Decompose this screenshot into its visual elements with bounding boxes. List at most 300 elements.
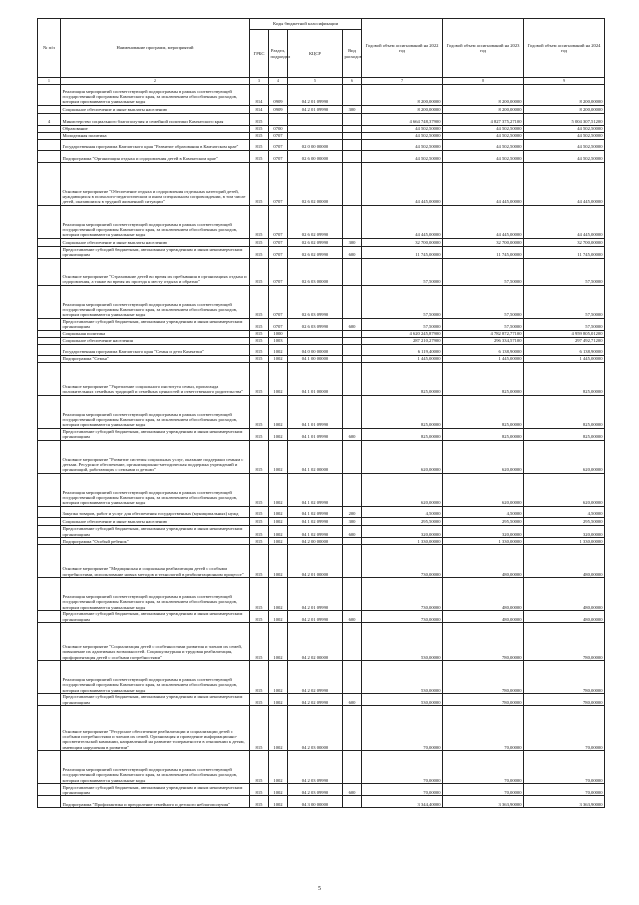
row-number: [38, 362, 61, 395]
row-grbs: 815: [250, 578, 269, 611]
row-grbs: 815: [250, 285, 269, 318]
row-amount-2024: 825,00000: [524, 428, 605, 440]
row-grbs: 815: [250, 517, 269, 525]
row-section: 1002: [269, 473, 288, 506]
row-name: Реализация мероприятий соответствующей подпрограммы в рамках соответствующей государственной программы Камчатского края, за исключением обособленных расходов, которым присваиваются уникальные коды: [61, 661, 250, 694]
row-amount-2022: 1 330,00000: [362, 538, 443, 545]
row-amount-2024: 1 445,00000: [524, 355, 605, 362]
row-amount-2024: 44 445,00000: [524, 205, 605, 238]
row-grbs: 815: [250, 545, 269, 578]
row-grbs: 815: [250, 473, 269, 506]
row-csr: 02 6 00 00000: [288, 150, 343, 162]
row-name: Предоставление субсидий бюджетным, автономным учреждениям и иным некоммерческим организациям: [61, 784, 250, 796]
table-row: [38, 473, 605, 506]
row-name: Предоставление субсидий бюджетным, автономным учреждениям и иным некоммерческим организациям: [61, 428, 250, 440]
row-grbs: 815: [250, 355, 269, 362]
row-amount-2023: 480,00000: [443, 611, 524, 623]
row-section: 1002: [269, 517, 288, 525]
row-expense-type: 600: [343, 784, 362, 796]
column-index: 7: [362, 78, 443, 85]
row-amount-2023: 320,00000: [443, 525, 524, 537]
row-expense-type: [343, 796, 362, 808]
row-amount-2024: 780,00000: [524, 661, 605, 694]
row-section: 0707: [269, 139, 288, 150]
row-amount-2023: 70,00000: [443, 706, 524, 751]
row-amount-2022: 4 620 245,87900: [362, 330, 443, 337]
row-name: Основное мероприятие "Социализация детей с особенностями развития и членов их семей, повышение их адаптивных возможностей. Социокультурная и трудовая реабилитация, профориентация детей с особыми потребностями": [61, 623, 250, 661]
row-name: Закупка товаров, работ и услуг для обеспечения государственных (муниципальных) нужд: [61, 506, 250, 517]
row-number: [38, 105, 61, 113]
row-amount-2024: 5 004 307,51200: [524, 113, 605, 125]
row-amount-2022: 530,00000: [362, 694, 443, 706]
column-index: 6: [343, 78, 362, 85]
row-amount-2023: 57,50000: [443, 285, 524, 318]
table-row: [38, 246, 605, 258]
row-amount-2024: 57,50000: [524, 285, 605, 318]
row-section: 1002: [269, 784, 288, 796]
row-csr: 04 1 02 00000: [288, 440, 343, 473]
row-section: 0707: [269, 238, 288, 246]
row-amount-2024: 44 502,50000: [524, 125, 605, 132]
row-csr: 04 2 02 09990: [288, 694, 343, 706]
row-section: 1002: [269, 796, 288, 808]
row-expense-type: [343, 578, 362, 611]
row-name: Реализация мероприятий соответствующей подпрограммы в рамках соответствующей государственной программы Камчатского края, за исключением обособленных расходов, которым присваиваются уникальные коды: [61, 578, 250, 611]
row-amount-2023: 825,00000: [443, 395, 524, 428]
row-grbs: 815: [250, 428, 269, 440]
row-name: Реализация мероприятий соответствующей подпрограммы в рамках соответствующей государственной программы Камчатского края, за исключением обособленных расходов, которым присваиваются уникальные коды: [61, 473, 250, 506]
row-amount-2023: 44 502,50000: [443, 139, 524, 150]
row-section: 1003: [269, 337, 288, 344]
table-row: [38, 238, 605, 246]
row-expense-type: [343, 362, 362, 395]
row-amount-2022: 6 119,40000: [362, 344, 443, 355]
row-amount-2024: 44 445,00000: [524, 162, 605, 205]
table-row: [38, 517, 605, 525]
row-amount-2022: 825,00000: [362, 395, 443, 428]
row-amount-2023: 6 138,90000: [443, 344, 524, 355]
table-row: [38, 318, 605, 330]
row-amount-2024: 11 745,00000: [524, 246, 605, 258]
row-expense-type: 600: [343, 428, 362, 440]
row-expense-type: [343, 751, 362, 784]
row-section: 0707: [269, 258, 288, 285]
row-amount-2023: 780,00000: [443, 661, 524, 694]
row-amount-2022: 44 502,50000: [362, 139, 443, 150]
row-number: [38, 139, 61, 150]
row-number: [38, 428, 61, 440]
row-amount-2022: 530,00000: [362, 661, 443, 694]
row-number: [38, 337, 61, 344]
row-amount-2022: 287 210,27900: [362, 337, 443, 344]
row-number: [38, 285, 61, 318]
row-section: 1002: [269, 395, 288, 428]
row-amount-2022: 11 745,00000: [362, 246, 443, 258]
row-amount-2023: 295,50000: [443, 517, 524, 525]
row-grbs: 815: [250, 751, 269, 784]
row-section: 1002: [269, 440, 288, 473]
row-number: [38, 132, 61, 139]
row-number: [38, 395, 61, 428]
row-amount-2023: 825,00000: [443, 428, 524, 440]
row-name: Основное мероприятие "Укрепление социального института семьи, пропаганда положительных семейных традиций и семейных ценностей и ответственного родительства": [61, 362, 250, 395]
table-row: [38, 113, 605, 125]
budget-document: [37, 18, 604, 808]
row-amount-2024: 297 492,71200: [524, 337, 605, 344]
table-row: [38, 506, 605, 517]
row-grbs: 815: [250, 395, 269, 428]
row-amount-2022: 44 502,50000: [362, 132, 443, 139]
row-expense-type: [343, 258, 362, 285]
row-amount-2024: 480,00000: [524, 611, 605, 623]
table-row: [38, 751, 605, 784]
row-expense-type: [343, 355, 362, 362]
table-row: [38, 84, 605, 105]
row-amount-2023: 1 330,00000: [443, 538, 524, 545]
header-name: Наименование программ, мероприятий: [61, 19, 250, 78]
row-amount-2024: 3 363,90000: [524, 796, 605, 808]
row-name: Предоставление субсидий бюджетным, автономным учреждениям и иным некоммерческим организациям: [61, 611, 250, 623]
row-grbs: 815: [250, 113, 269, 125]
row-number: [38, 751, 61, 784]
row-number: 4: [38, 113, 61, 125]
row-amount-2023: 57,50000: [443, 258, 524, 285]
row-amount-2022: 57,50000: [362, 318, 443, 330]
row-grbs: 815: [250, 330, 269, 337]
row-amount-2022: 4 664 748,37900: [362, 113, 443, 125]
row-name: Реализация мероприятий соответствующей подпрограммы в рамках соответствующей государственной программы Камчатского края, за исключением обособленных расходов, которым присваиваются уникальные коды: [61, 285, 250, 318]
row-number: [38, 517, 61, 525]
row-csr: 04 2 00 00000: [288, 538, 343, 545]
column-index: 8: [443, 78, 524, 85]
row-expense-type: [343, 661, 362, 694]
row-name: Основное мероприятие "Медицинская и социальная реабилитация детей с особыми потребностями, использование новых методов и технологий в реабилитационном процессе": [61, 545, 250, 578]
row-csr: 04 1 02 09990: [288, 517, 343, 525]
row-number: [38, 661, 61, 694]
row-number: [38, 545, 61, 578]
row-number: [38, 318, 61, 330]
row-grbs: 815: [250, 258, 269, 285]
row-grbs: 815: [250, 318, 269, 330]
table-row: [38, 285, 605, 318]
row-name: Основное мероприятие "Развитие системы социальных услуг, оказание поддержки семьям с детьми. Ресурсное обеспечение, организационно-методическая поддержка учреждений и организаций, работающих с семьями и детьми": [61, 440, 250, 473]
row-amount-2024: 4 959 805,01200: [524, 330, 605, 337]
row-name: Государственная программа Камчатского края "Развитие образования в Камчатском крае": [61, 139, 250, 150]
row-csr: 04 1 00 00000: [288, 355, 343, 362]
row-amount-2024: 480,00000: [524, 578, 605, 611]
row-amount-2024: 780,00000: [524, 623, 605, 661]
table-row: [38, 105, 605, 113]
row-amount-2024: 620,00000: [524, 440, 605, 473]
row-section: 1000: [269, 330, 288, 337]
row-number: [38, 623, 61, 661]
row-name: Социальное обеспечение и иные выплаты населению: [61, 238, 250, 246]
row-amount-2024: 620,00000: [524, 473, 605, 506]
row-grbs: 815: [250, 132, 269, 139]
table-row: [38, 525, 605, 537]
row-csr: [288, 132, 343, 139]
row-csr: 04 2 01 09990: [288, 105, 343, 113]
table-body: [38, 84, 605, 807]
row-expense-type: [343, 623, 362, 661]
row-number: [38, 205, 61, 238]
row-section: 0707: [269, 205, 288, 238]
row-grbs: 815: [250, 784, 269, 796]
row-amount-2024: 825,00000: [524, 362, 605, 395]
row-amount-2024: 32 700,00000: [524, 238, 605, 246]
row-name: Молодежная политика: [61, 132, 250, 139]
row-name: Подпрограмма "Организация отдыха и оздоровления детей в Камчатском крае": [61, 150, 250, 162]
row-amount-2023: 57,50000: [443, 318, 524, 330]
row-grbs: 815: [250, 238, 269, 246]
row-expense-type: [343, 84, 362, 105]
table-row: [38, 784, 605, 796]
row-section: 0700: [269, 125, 288, 132]
row-section: 1002: [269, 538, 288, 545]
table-row: [38, 132, 605, 139]
row-grbs: 814: [250, 105, 269, 113]
row-amount-2023: 4,50000: [443, 506, 524, 517]
row-section: 1002: [269, 578, 288, 611]
row-name: Реализация мероприятий соответствующей подпрограммы в рамках соответствующей государственной программы Камчатского края, за исключением обособленных расходов, которым присваиваются уникальные коды: [61, 751, 250, 784]
row-grbs: 815: [250, 150, 269, 162]
table-row: [38, 150, 605, 162]
row-amount-2024: 780,00000: [524, 694, 605, 706]
row-expense-type: [343, 473, 362, 506]
row-expense-type: [343, 395, 362, 428]
row-grbs: 815: [250, 337, 269, 344]
row-name: Основное мероприятие "Обеспечение отдыха и оздоровления отдельных категорий детей, нуждающихся в психолого-педагогическом и ином специальном сопровождении, в том числе детей, оказавшихся в трудной жизненной ситуации": [61, 162, 250, 205]
row-expense-type: 600: [343, 318, 362, 330]
row-csr: 02 0 00 00000: [288, 139, 343, 150]
row-amount-2023: 4 782 872,77100: [443, 330, 524, 337]
row-amount-2023: 8 200,00000: [443, 84, 524, 105]
row-csr: 04 3 00 00000: [288, 796, 343, 808]
row-amount-2023: 44 502,50000: [443, 150, 524, 162]
row-number: [38, 578, 61, 611]
row-amount-2022: 730,00000: [362, 611, 443, 623]
row-name: Предоставление субсидий бюджетным, автономным учреждениям и иным некоммерческим организациям: [61, 246, 250, 258]
row-amount-2024: 57,50000: [524, 258, 605, 285]
row-amount-2022: 8 200,00000: [362, 84, 443, 105]
row-expense-type: 600: [343, 525, 362, 537]
row-section: 0707: [269, 246, 288, 258]
row-section: 1002: [269, 611, 288, 623]
row-amount-2024: 480,00000: [524, 545, 605, 578]
row-csr: 04 1 01 09990: [288, 395, 343, 428]
row-csr: 02 6 03 09990: [288, 318, 343, 330]
row-number: [38, 150, 61, 162]
table-row: [38, 623, 605, 661]
header-num: № п/п: [38, 19, 61, 78]
row-grbs: 815: [250, 796, 269, 808]
row-grbs: 815: [250, 538, 269, 545]
table-row: [38, 706, 605, 751]
row-csr: [288, 330, 343, 337]
row-number: [38, 355, 61, 362]
row-csr: 04 2 03 09990: [288, 751, 343, 784]
table-row: [38, 395, 605, 428]
row-name: Предоставление субсидий бюджетным, автономным учреждениям и иным некоммерческим организациям: [61, 525, 250, 537]
row-amount-2022: 57,50000: [362, 285, 443, 318]
row-name: Реализация мероприятий соответствующей подпрограммы в рамках соответствующей государственной программы Камчатского края, за исключением обособленных расходов, которым присваиваются уникальные коды: [61, 84, 250, 105]
row-amount-2022: 620,00000: [362, 440, 443, 473]
row-amount-2022: 57,50000: [362, 258, 443, 285]
row-name: Образование: [61, 125, 250, 132]
row-number: [38, 784, 61, 796]
row-amount-2022: 70,00000: [362, 706, 443, 751]
row-amount-2022: 825,00000: [362, 362, 443, 395]
row-amount-2023: 44 445,00000: [443, 205, 524, 238]
row-amount-2023: 11 745,00000: [443, 246, 524, 258]
column-index: 9: [524, 78, 605, 85]
row-section: 1002: [269, 623, 288, 661]
table-row: [38, 258, 605, 285]
row-amount-2022: 620,00000: [362, 473, 443, 506]
row-expense-type: 300: [343, 105, 362, 113]
row-section: 0707: [269, 132, 288, 139]
row-amount-2023: 44 502,50000: [443, 125, 524, 132]
table-row: [38, 355, 605, 362]
row-number: [38, 796, 61, 808]
row-csr: [288, 337, 343, 344]
row-amount-2024: 6 138,90000: [524, 344, 605, 355]
row-name: Предоставление субсидий бюджетным, автономным учреждениям и иным некоммерческим организациям: [61, 318, 250, 330]
row-amount-2023: 620,00000: [443, 440, 524, 473]
row-section: 1002: [269, 344, 288, 355]
row-number: [38, 440, 61, 473]
row-grbs: 815: [250, 706, 269, 751]
row-amount-2023: 3 363,90000: [443, 796, 524, 808]
row-csr: 04 2 01 09990: [288, 84, 343, 105]
row-number: [38, 84, 61, 105]
row-csr: [288, 113, 343, 125]
column-index: 2: [61, 78, 250, 85]
row-name: Государственная программа Камчатского края "Семья и дети Камчатки": [61, 344, 250, 355]
row-expense-type: 300: [343, 517, 362, 525]
row-section: 0707: [269, 285, 288, 318]
row-amount-2022: 1 445,00000: [362, 355, 443, 362]
row-amount-2024: 320,00000: [524, 525, 605, 537]
table-row: [38, 362, 605, 395]
row-amount-2024: 4,50000: [524, 506, 605, 517]
row-csr: 02 6 02 09990: [288, 246, 343, 258]
row-name: Основное мероприятие "Ресурсное обеспечение реабилитации и социализации детей с особыми потребностями и членов их семей. Организация и проведение информационно-просветительской кампании, направленной на развитие толерантности в отношении к детям, имеющим нарушения в развитии": [61, 706, 250, 751]
row-name: Реализация мероприятий соответствующей подпрограммы в рамках соответствующей государственной программы Камчатского края, за исключением обособленных расходов, которым присваиваются уникальные коды: [61, 395, 250, 428]
table-row: [38, 125, 605, 132]
row-name: Подпрограмма "Особый ребенок": [61, 538, 250, 545]
row-expense-type: 600: [343, 611, 362, 623]
row-amount-2024: 44 502,50000: [524, 139, 605, 150]
row-amount-2022: 730,00000: [362, 578, 443, 611]
table-row: [38, 694, 605, 706]
row-amount-2023: 480,00000: [443, 578, 524, 611]
row-grbs: 815: [250, 525, 269, 537]
row-amount-2022: 8 200,00000: [362, 105, 443, 113]
row-csr: 04 1 01 00000: [288, 362, 343, 395]
row-expense-type: [343, 344, 362, 355]
row-csr: [288, 125, 343, 132]
row-amount-2024: 70,00000: [524, 751, 605, 784]
row-amount-2022: 44 502,50000: [362, 150, 443, 162]
row-csr: 02 6 03 09990: [288, 285, 343, 318]
row-csr: 02 6 02 09990: [288, 238, 343, 246]
row-amount-2023: 1 445,00000: [443, 355, 524, 362]
row-amount-2023: 4 827 375,27100: [443, 113, 524, 125]
header-2024: Годовой объем ассигнований на 2024 год: [524, 19, 605, 78]
row-expense-type: [343, 285, 362, 318]
row-amount-2023: 70,00000: [443, 751, 524, 784]
row-amount-2023: 780,00000: [443, 694, 524, 706]
row-amount-2024: 8 200,00000: [524, 84, 605, 105]
row-expense-type: [343, 440, 362, 473]
table-row: [38, 661, 605, 694]
row-section: [269, 113, 288, 125]
row-csr: 04 1 01 09990: [288, 428, 343, 440]
row-csr: 02 6 02 00000: [288, 162, 343, 205]
row-expense-type: 600: [343, 246, 362, 258]
row-section: 0707: [269, 318, 288, 330]
row-section: 1002: [269, 545, 288, 578]
header-code-group: Коды бюджетной классификации: [250, 19, 362, 30]
row-amount-2022: 295,50000: [362, 517, 443, 525]
header-2022: Годовой объем ассигнований на 2022 год: [362, 19, 443, 78]
row-grbs: 815: [250, 611, 269, 623]
row-number: [38, 525, 61, 537]
row-expense-type: [343, 706, 362, 751]
column-index-row: [38, 78, 605, 85]
row-name: Подпрограмма "Профилактика и преодоление семейного и детского неблагополучия": [61, 796, 250, 808]
row-number: [38, 706, 61, 751]
row-amount-2024: 8 200,00000: [524, 105, 605, 113]
row-section: 0707: [269, 162, 288, 205]
row-section: 1002: [269, 706, 288, 751]
page-number: 5: [318, 886, 321, 892]
row-grbs: 815: [250, 623, 269, 661]
row-amount-2023: 44 445,00000: [443, 162, 524, 205]
row-expense-type: 200: [343, 506, 362, 517]
row-number: [38, 694, 61, 706]
table-row: [38, 578, 605, 611]
row-amount-2023: 480,00000: [443, 545, 524, 578]
table-row: [38, 330, 605, 337]
row-amount-2022: 3 344,40000: [362, 796, 443, 808]
row-amount-2023: 296 334,57100: [443, 337, 524, 344]
row-amount-2022: 825,00000: [362, 428, 443, 440]
row-amount-2022: 44 445,00000: [362, 205, 443, 238]
row-name: Социальное обеспечение и иные выплаты населению: [61, 517, 250, 525]
table-row: [38, 337, 605, 344]
row-amount-2022: 70,00000: [362, 784, 443, 796]
row-csr: 04 2 02 09990: [288, 661, 343, 694]
row-grbs: 815: [250, 506, 269, 517]
row-expense-type: [343, 150, 362, 162]
row-csr: 02 6 02 09990: [288, 205, 343, 238]
row-amount-2023: 825,00000: [443, 362, 524, 395]
row-amount-2022: 32 700,00000: [362, 238, 443, 246]
row-expense-type: [343, 330, 362, 337]
row-grbs: 814: [250, 84, 269, 105]
row-expense-type: [343, 125, 362, 132]
column-index: 5: [288, 78, 343, 85]
row-csr: 04 1 02 09990: [288, 506, 343, 517]
row-csr: 02 6 03 00000: [288, 258, 343, 285]
row-number: [38, 473, 61, 506]
table-row: [38, 538, 605, 545]
row-expense-type: [343, 545, 362, 578]
row-number: [38, 611, 61, 623]
row-number: [38, 538, 61, 545]
